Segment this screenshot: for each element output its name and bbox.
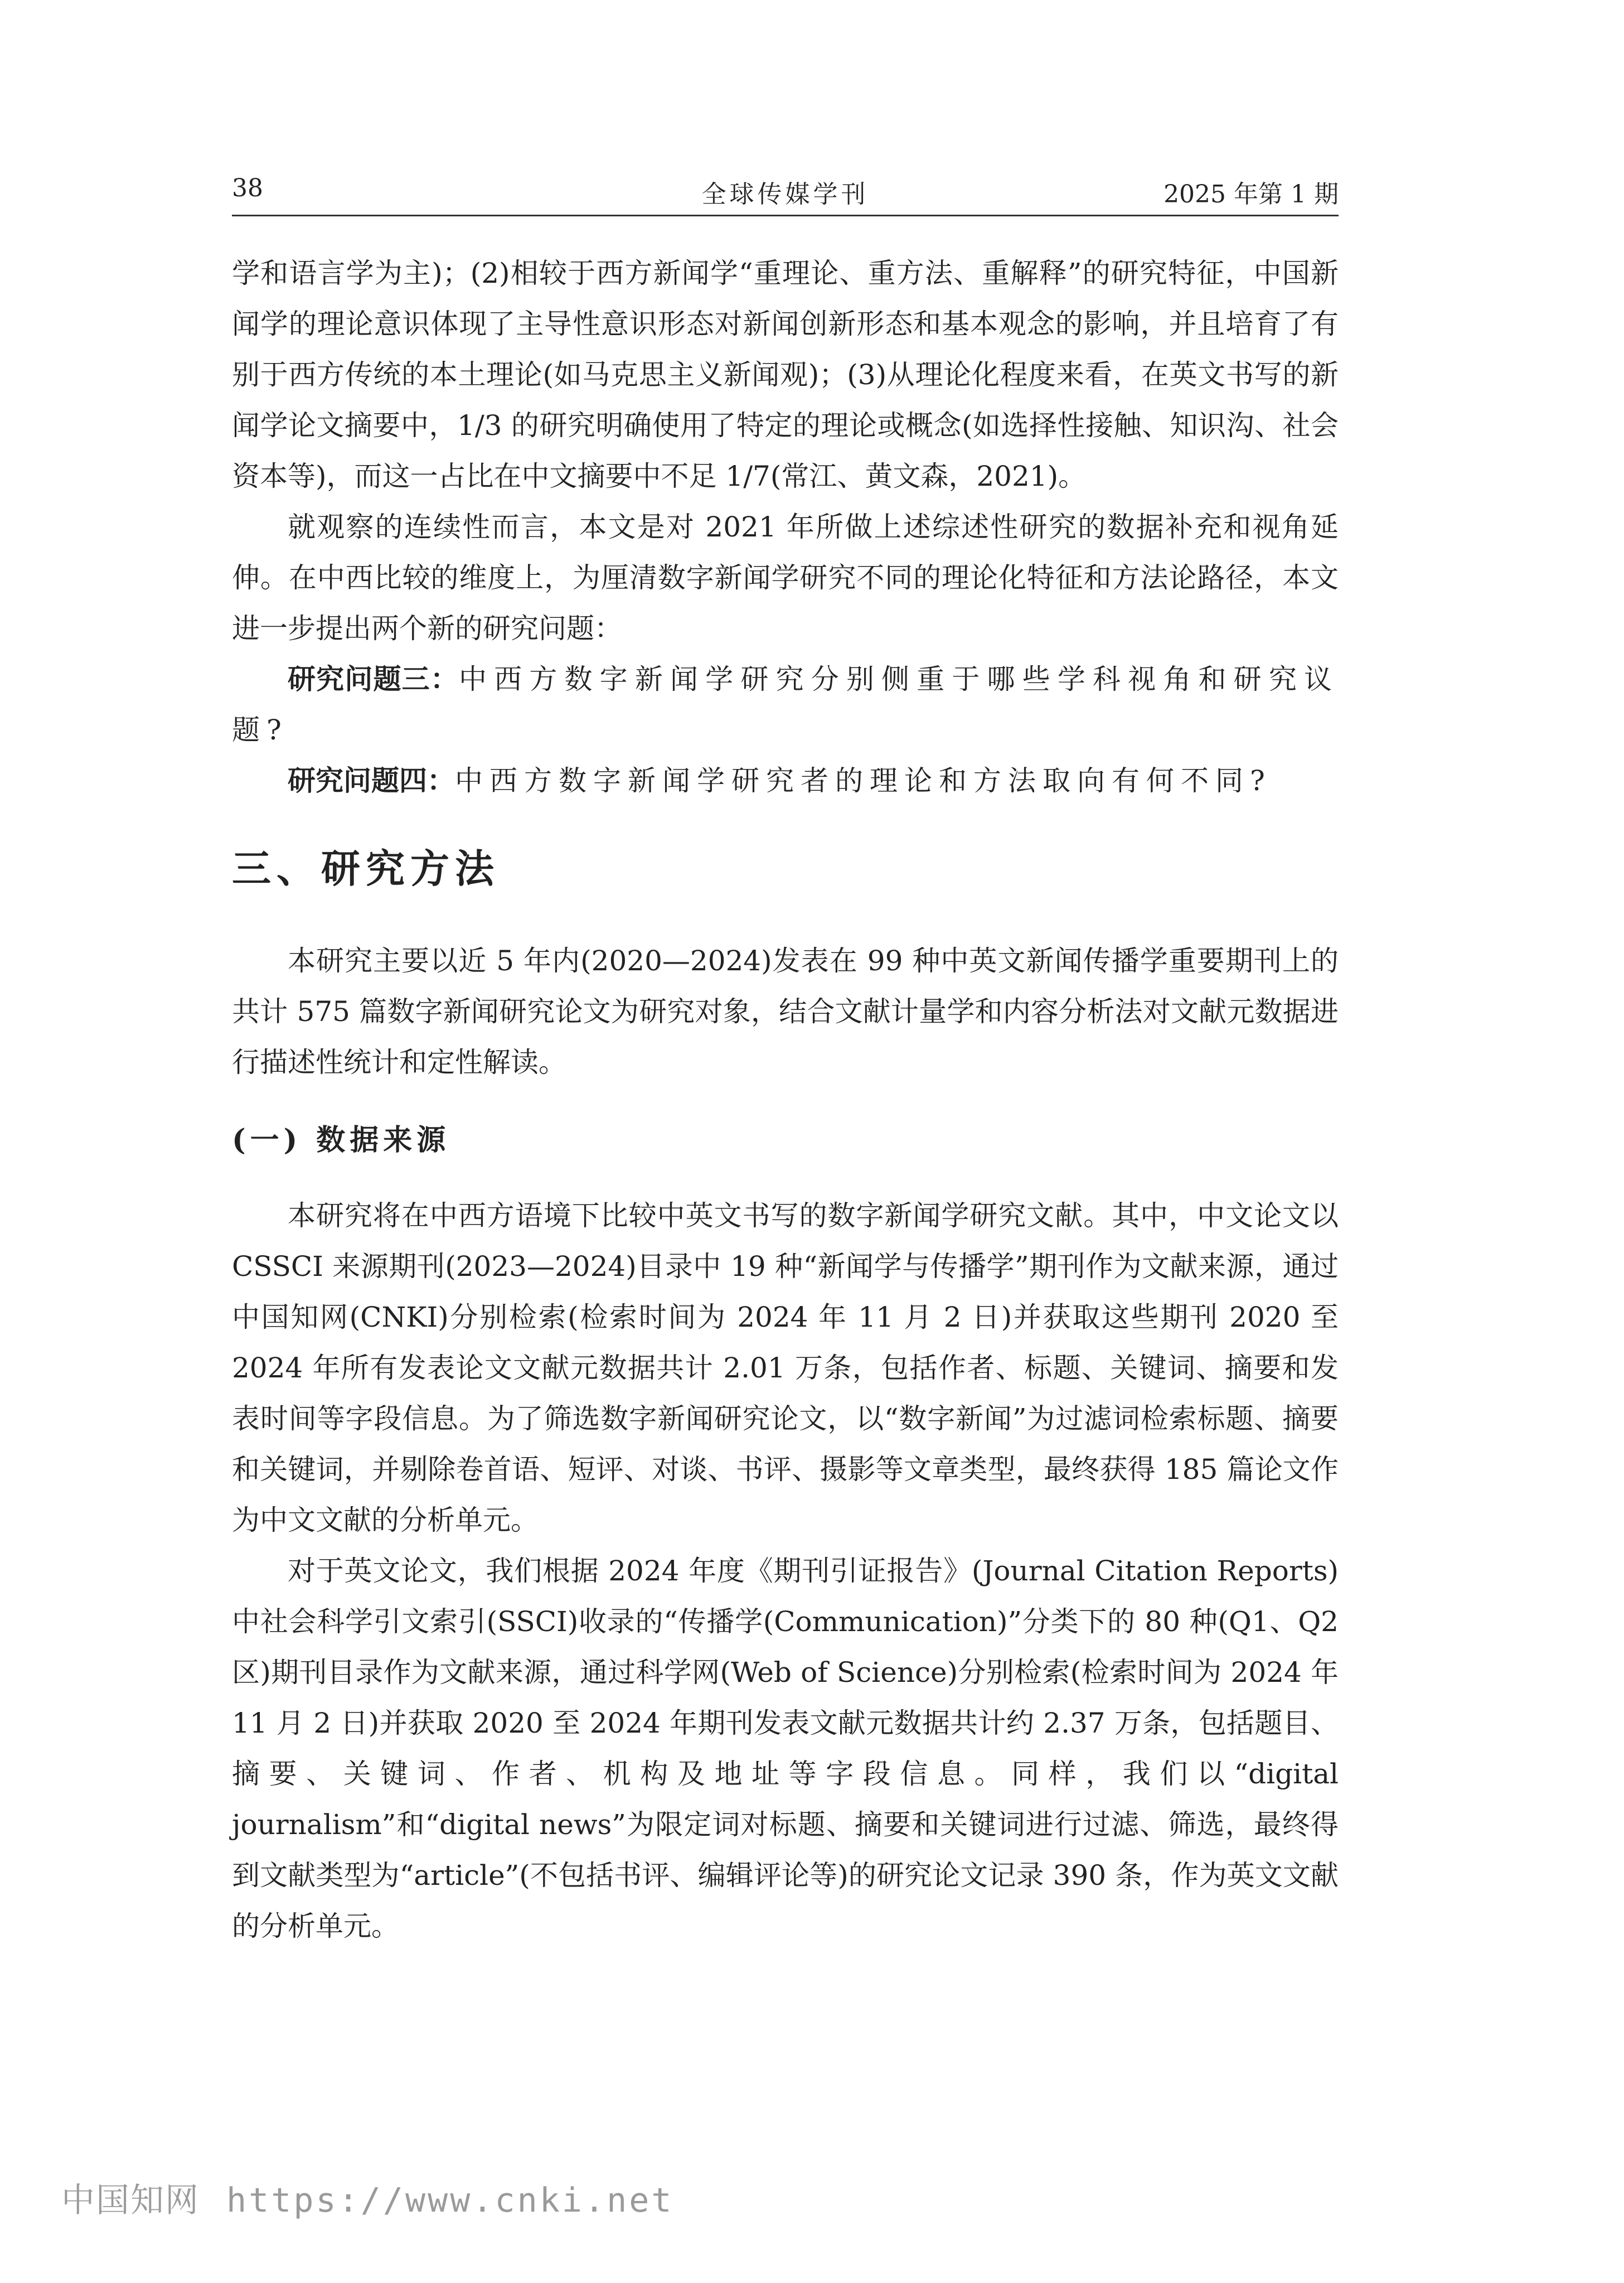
- running-header: [232, 174, 1339, 207]
- journal-title: 全球传媒学刊: [701, 180, 869, 209]
- watermark-url: https://www.cnki.net: [226, 2181, 674, 2220]
- research-question-4: [232, 756, 1339, 806]
- paragraph-research-questions-intro: 就观察的连续性而言，本文是对 2021 年所做上述综述性研究的数据补充和视角延伸。在中西比较的维度上，为厘清数字新闻学研究不同的理论化特征和方法论路径，本文进一步提出两个新的研究问题：: [232, 511, 1339, 645]
- paragraph-methods-overview: 本研究主要以近 5 年内(2020—2024)发表在 99 种中英文新闻传播学重要期刊上的共计 575 篇数字新闻研究论文为研究对象，结合文献计量学和内容分析法对文献元数据进行描述性统计和定性解读。: [232, 945, 1339, 1078]
- page-number: 38: [232, 174, 263, 202]
- article-body: [232, 248, 1339, 1952]
- paragraph-chinese-sources: 本研究将在中西方语境下比较中英文书写的数字新闻学研究文献。其中，中文论文以 CSSCI 来源期刊(2023—2024)目录中 19 种“新闻学与传播学”期刊作为文献来源，通过中国知网(CNKI)分别检索(检索时间为 2024 年 11 月 2 日)并获取这些期刊 2020 至 2024 年所有发表论文文献元数据共计 2.01 万条，包括作者、标题、关键词、摘要和发表时间等字段信息。为了筛选数字新闻研究论文，以“数字新闻”为过滤词检索标题、摘要和关键词，并剔除卷首语、短评、对谈、书评、摄影等文章类型，最终获得 185 篇论文作为中文文献的分析单元。: [232, 1199, 1339, 1536]
- watermark-site-name: 中国知网: [61, 2181, 200, 2220]
- paragraph-english-sources: 对于英文论文，我们根据 2024 年度《期刊引证报告》(Journal Citation Reports)中社会科学引文索引(SSCI)收录的“传播学(Communication)”分类下的 80 种(Q1、Q2 区)期刊目录作为文献来源，通过科学网(Web of Science)分别检索(检索时间为 2024 年 11 月 2 日)并获取 2020 至 2024 年期刊发表文献元数据共计约 2.37 万条，包括题目、摘要、关键词、作者、机构及地址等字段信息。同样，我们以“digital journalism”和“digital news”为限定词对标题、摘要和关键词进行过滤、筛选，最终得到文献类型为“article”(不包括书评、编辑评论等)的研究论文记录 390 条，作为英文文献的分析单元。: [232, 1555, 1339, 1942]
- question-text: 中西方数字新闻学研究者的理论和方法取向有何不同?: [455, 765, 1272, 797]
- cnki-watermark: [61, 2174, 673, 2222]
- section-heading: 三、研究方法: [232, 846, 500, 892]
- research-question-3: [232, 654, 1339, 756]
- question-label: 研究问题四：: [288, 765, 455, 797]
- question-label: 研究问题三：: [288, 663, 459, 695]
- paragraph-continued: 学和语言学为主)；(2)相较于西方新闻学“重理论、重方法、重解释”的研究特征，中国新闻学的理论意识体现了主导性意识形态对新闻创新形态和基本观念的影响，并且培育了有别于西方传统的本土理论(如马克思主义新闻观)；(3)从理论化程度来看，在英文书写的新闻学论文摘要中，1/3 的研究明确使用了特定的理论或概念(如选择性接触、知识沟、社会资本等)，而这一占比在中文摘要中不足 1/7(常江、黄文森，2021)。: [232, 257, 1339, 492]
- question-text: 中西方数字新闻学研究分别侧重于哪些学科视角和研究议题?: [232, 663, 1339, 746]
- header-rule: [232, 215, 1339, 216]
- subsection-heading: (一) 数据来源: [232, 1123, 450, 1157]
- issue-label: 2025 年第 1 期: [1164, 180, 1339, 209]
